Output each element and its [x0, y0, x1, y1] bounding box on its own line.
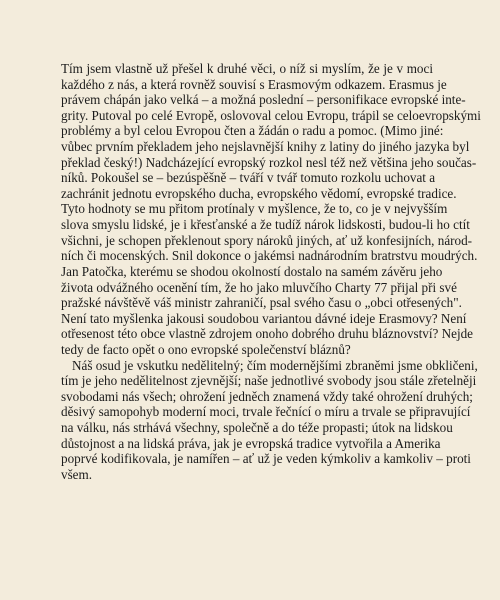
text-line: svobodami nás všech; ohrožení jedněch znamená vždy také ohrožení druhých;	[61, 388, 473, 404]
text-line: vůbec prvním překladem jeho nejslavnější knihy z latiny do jiného jazyka byl	[61, 139, 470, 155]
text-line: každého z nás, a která rovněž souvisí s Erasmovým odkazem. Erasmus je	[61, 76, 447, 92]
text-line: pražské návštěvě váš ministr zahraničí, psal svého času o „obci otřesených".	[61, 295, 462, 311]
text-line: právem chápán jako velká – a možná poslední – personifikace evropské inte-	[61, 92, 466, 108]
text-line: ních či mocenských. Snil dokonce o jakémsi nadnárodním bratrstvu moudrých.	[61, 248, 478, 264]
text-line: Tím jsem vlastně už přešel k druhé věci, o níž si myslím, že je v moci	[61, 61, 433, 76]
text-line: děsivý samopohyb moderní moci, trvale řečnící o míru a trvale se připravující	[61, 404, 471, 420]
text-line: Tyto hodnoty se mu přitom protínaly v myšlence, že to, co je v nejvyšším	[61, 201, 448, 217]
text-line: všem.	[61, 466, 93, 482]
text-line: zachránit jednotu evropského ducha, evropského vědomí, evropské tradice.	[61, 185, 457, 201]
paragraph-1	[61, 61, 481, 358]
text-line: všichni, je schopen překlenout spory nároků jiných, ať už konfesijních, národ-	[61, 232, 473, 248]
text-line: slova smyslu lidské, je i křesťanské a že tudíž nárok lidskosti, budou-li ho ctít	[61, 217, 470, 233]
text-line: Náš osud je vskutku nedělitelný; čím modernějšími zbraněmi jsme obkličeni,	[72, 357, 478, 373]
text-line: tím je jeho nedělitelnost zjevnější; naše jednotlivé svobody jsou stále zřetelněji	[61, 373, 477, 389]
text-line: níků. Pokoušel se – bezúspěšně – tváří v tvář tomuto rozkolu uchovat a	[61, 170, 436, 186]
text-line: překlad český!) Nadcházející evropský rozkol nesl též než většina jeho součas-	[61, 154, 477, 170]
text-line: Není tato myšlenka jakousi soudobou variantou dávné ideje Erasmovy? Není	[61, 310, 467, 326]
paragraph-2	[61, 357, 478, 483]
text-line: otřesenost této obce vlastně zdrojem onoho dobrého druhu bláznovství? Nejde	[61, 326, 473, 342]
text-line: grity. Putoval po celé Evropě, oslovoval celou Evropu, trápil se celoevropskými	[61, 107, 481, 123]
text-line: tedy de facto opět o ono evropské společenství bláznů?	[61, 341, 351, 357]
text-line: problémy a byl celou Evropou čten a žádán o radu a pomoc. (Mimo jiné:	[61, 123, 444, 139]
text-line: Jan Patočka, kterému se shodou okolností dostalo na samém závěru jeho	[61, 263, 443, 279]
text-line: života odvážného ocenění tím, že ho jako mluvčího Charty 77 přijal při své	[61, 279, 457, 295]
text-line: důstojnost a na lidská práva, jak je evropská tradice vytvořila a Amerika	[61, 435, 441, 451]
body-text	[61, 61, 481, 482]
text-line: na válku, nás strhává všechny, společně a do téže propasti; útok na lidskou	[61, 420, 453, 436]
text-line: poprvé kodifikovala, je namířen – ať už je veden kýmkoliv a kamkoliv – proti	[61, 451, 471, 467]
